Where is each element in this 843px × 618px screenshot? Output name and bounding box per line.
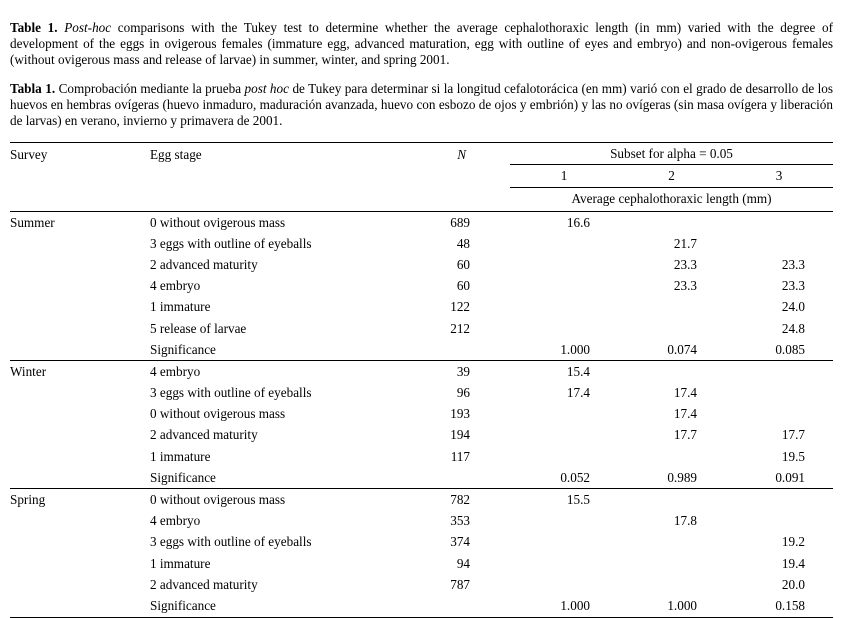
subset3-cell: 19.2 [781,534,805,550]
egg-stage-cell: 5 release of larvae [150,320,247,336]
subset2-cell: 17.8 [673,513,697,529]
subset3-cell: 0.158 [775,597,805,613]
n-cell: 48 [456,235,470,251]
caption-english [10,20,833,68]
subset3-cell: 24.8 [781,320,805,336]
egg-stage-cell: Significance [150,341,216,357]
n-cell: 96 [456,385,470,401]
table-row [10,489,833,511]
survey-cell [10,318,150,339]
n-cell: 94 [456,555,470,571]
survey-cell [10,532,150,553]
n-cell: 39 [440,361,510,383]
subset3-cell: 24.0 [781,299,805,315]
caption-spanish [10,81,833,129]
header-measure-label: Average cephalothoraxic length (mm) [510,188,833,212]
table-body [10,212,833,618]
table-row [10,553,833,574]
subset2-cell: 1.000 [667,597,697,613]
subset1-cell: 15.5 [510,489,618,511]
subset3-cell: 19.5 [781,448,805,464]
header-spacer [10,188,510,212]
subset2-cell [618,574,725,595]
survey-cell [10,467,150,489]
subset1-cell [510,404,618,425]
subset1-cell: 0.052 [560,469,590,485]
survey-cell: Winter [10,361,150,383]
subset3-cell: 17.7 [781,427,805,443]
table-row [10,276,833,297]
table-row [10,212,833,234]
subset1-cell [510,254,618,275]
caption-en-label: Table 1. [10,20,58,36]
table-row [10,425,833,446]
n-cell: 194 [450,427,470,443]
header-egg-stage: Egg stage [150,146,202,162]
table-row [10,339,833,361]
egg-stage-cell: 4 embryo [150,361,440,383]
n-cell: 689 [450,214,470,230]
survey-cell [10,339,150,361]
egg-stage-cell: Significance [150,597,216,613]
subset1-cell: 17.4 [566,385,590,401]
survey-cell [10,297,150,318]
survey-cell [10,233,150,254]
survey-cell [10,254,150,275]
subset2-cell [618,532,725,553]
subset1-cell [510,425,618,446]
egg-stage-cell: 1 immature [150,299,211,315]
header-subset-3: 3 [725,165,833,188]
subset1-cell [510,553,618,574]
header-survey: Survey [10,146,48,162]
egg-stage-cell: 4 embryo [150,278,201,294]
header-row-measure [10,188,833,212]
subset2-cell: 17.4 [673,406,697,422]
subset2-cell [618,446,725,467]
header-spacer [10,165,510,188]
subset2-cell: 21.7 [673,235,697,251]
subset1-cell: 1.000 [560,341,590,357]
survey-cell [10,595,150,617]
n-cell: 117 [450,448,470,464]
subset3-cell: 23.3 [781,256,805,272]
header-subset-1: 1 [510,165,618,188]
subset3-cell: 19.4 [781,555,805,571]
egg-stage-cell: 3 eggs with outline of eyeballs [150,385,312,401]
survey-cell: Spring [10,489,150,511]
n-cell: 122 [450,299,470,315]
subset1-cell [510,446,618,467]
table-row [10,254,833,275]
egg-stage-cell: 3 eggs with outline of eyeballs [150,235,312,251]
table-row [10,233,833,254]
survey-cell [10,446,150,467]
subset1-cell [510,233,618,254]
table-row [10,361,833,383]
survey-cell [10,511,150,532]
subset1-cell [510,318,618,339]
caption-en-text: comparisons with the Tukey test to determine whether the average cephalothoraxic length (in mm) varied with the degree of development of the eggs in ovigerous females (immature egg, advanced maturation, egg with outline of eyes and embryo) and non-ovigerous females (without ovigerous mass and release of larvae) in summer, winter, and spring 2001. [10,20,833,67]
table-row [10,467,833,489]
subset1-cell [510,574,618,595]
header-row-main [10,143,833,165]
n-cell: 374 [450,534,470,550]
subset2-cell [618,318,725,339]
subset2-cell: 23.3 [673,256,697,272]
survey-cell [10,425,150,446]
subset1-cell: 16.6 [566,214,590,230]
table-header [10,143,833,212]
subset1-cell: 1.000 [560,597,590,613]
caption-es-italic-term: post hoc [244,81,289,97]
subset2-cell [618,361,725,383]
n-cell [440,339,510,361]
subset1-cell [510,297,618,318]
egg-stage-cell: 0 without ovigerous mass [150,489,440,511]
subset1-cell: 15.4 [510,361,618,383]
egg-stage-cell: 2 advanced maturity [150,256,258,272]
table-row [10,297,833,318]
table-row [10,318,833,339]
subset2-cell [618,553,725,574]
egg-stage-cell: 3 eggs with outline of eyeballs [150,534,312,550]
subset2-cell [618,212,725,234]
caption-es-text-pre: Comprobación mediante la prueba [58,81,242,97]
subset3-cell [725,361,833,383]
table-row [10,574,833,595]
caption-es-text-post: de Tukey para determinar si la longitud cefalotorácica (en mm) varió con el grado de desarrollo de los huevos en hembras ovígeras (huevo inmaduro, maduración avanzada, huevo con esbozo de ojos y embrión) y las no ovígeras (sin masa ovígera y liberación de larvas) en verano, invierno y primavera de 2001. [10,81,834,128]
egg-stage-cell: 1 immature [150,555,211,571]
subset3-cell: 0.085 [775,341,805,357]
subset2-cell: 17.7 [673,427,697,443]
subset3-cell [725,489,833,511]
egg-stage-cell: 1 immature [150,448,211,464]
table-row [10,511,833,532]
survey-cell: Summer [10,214,55,230]
subset2-cell [618,297,725,318]
table-row [10,383,833,404]
egg-stage-cell: 0 without ovigerous mass [150,406,286,422]
subset3-cell: 23.3 [781,278,805,294]
caption-en-italic-term: Post-hoc [64,20,112,36]
subset3-cell [725,404,833,425]
header-row-subset-numbers [10,165,833,188]
caption-es-label: Tabla 1. [10,81,56,97]
table-row [10,446,833,467]
survey-cell [10,404,150,425]
survey-cell [10,553,150,574]
egg-stage-cell: 4 embryo [150,513,201,529]
subset3-cell [725,511,833,532]
egg-stage-cell: Significance [150,469,216,485]
n-cell [440,595,510,617]
tukey-table [10,142,833,618]
n-cell: 60 [456,278,470,294]
subset1-cell [510,532,618,553]
table-row [10,595,833,617]
n-cell: 212 [450,320,470,336]
subset3-cell: 20.0 [781,576,805,592]
subset2-cell: 0.989 [667,469,697,485]
table-row [10,404,833,425]
egg-stage-cell: 2 advanced maturity [150,427,258,443]
subset2-cell: 0.074 [667,341,697,357]
table-row [10,532,833,553]
subset3-cell [725,383,833,404]
header-n: N [457,146,466,162]
n-cell: 787 [450,576,470,592]
header-subset: Subset for alpha = 0.05 [510,143,833,165]
n-cell: 353 [450,513,470,529]
n-cell [440,467,510,489]
subset2-cell: 23.3 [673,278,697,294]
subset3-cell [725,212,833,234]
egg-stage-cell: 2 advanced maturity [150,576,258,592]
subset2-cell [618,489,725,511]
subset1-cell [510,276,618,297]
n-cell: 193 [450,406,470,422]
n-cell: 782 [440,489,510,511]
egg-stage-cell: 0 without ovigerous mass [150,214,286,230]
survey-cell [10,276,150,297]
survey-cell [10,383,150,404]
survey-cell [10,574,150,595]
n-cell: 60 [456,256,470,272]
subset3-cell: 0.091 [775,469,805,485]
subset2-cell: 17.4 [673,385,697,401]
header-subset-2: 2 [618,165,725,188]
subset3-cell [725,233,833,254]
subset1-cell [510,511,618,532]
